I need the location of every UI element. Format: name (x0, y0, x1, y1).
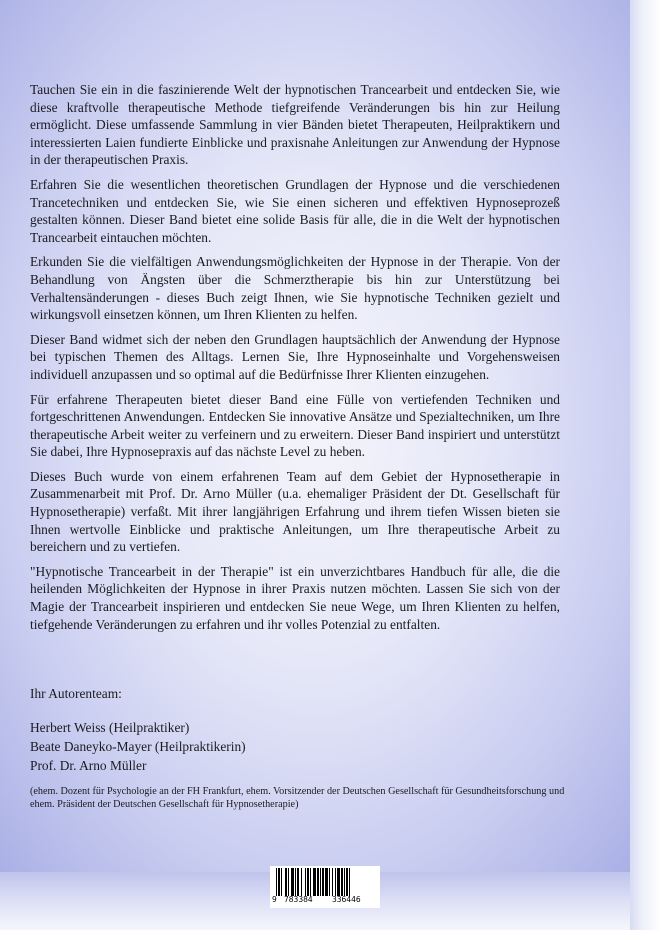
barcode-bar (291, 868, 294, 896)
barcode-bar (301, 868, 302, 896)
barcode-bar (335, 868, 336, 896)
paragraph: Erfahren Sie die wesentlichen theoretischen Grundlagen der Hypnose und die verschiedenen Trancetechniken und entdecken Sie, wie Sie einen sicheren und effektiven Hypnoseprozeß gestalten können. Dieser Band bietet eine solide Basis für alle, die in die Welt der hypnotischen Trancearbeit eintauchen möchten. (30, 176, 560, 245)
barcode-bar (276, 868, 277, 896)
barcode-bar (307, 868, 309, 896)
author-note: (ehem. Dozent für Psychologie an der FH Frankfurt, ehem. Vorsitzender der Deutschen Gesellschaft für Gesundheitsforschung und ehem. Präsident der Deutschen Gesellschaft für Hypnosetherapie) (30, 786, 565, 811)
paragraph: Tauchen Sie ein in die faszinierende Welt der hypnotischen Trancearbeit und entdecken Sie, wie diese kraftvolle therapeutische Methode tiefgreifende Veränderungen bis hin zur Heilung ermöglicht. Diese umfassende Sammlung in vier Bänden bietet Therapeuten, Heilpraktikern und interessierten Laien fundierte Einblicke und praxisnahe Anleitungen zur Anwendung der Hypnose in der therapeutischen Praxis. (30, 82, 560, 168)
barcode-bar (310, 868, 311, 896)
isbn-barcode (270, 866, 380, 908)
author-list (30, 718, 246, 775)
barcode-bars (276, 868, 374, 896)
blurb-text (30, 81, 560, 640)
barcode-bar (329, 868, 330, 896)
paragraph: Erkunden Sie die vielfältigen Anwendungsmöglichkeiten der Hypnose in der Therapie. Von der Behandlung von Ängsten über die Schmerztherapie bis hin zur Unterstützung bei Verhaltensänderungen - dieses Buch zeigt Ihnen, wie Sie hypnotische Techniken gezielt und wirkungsvoll einsetzen können, um Ihren Klienten zu helfen. (30, 254, 560, 323)
barcode-bar (295, 868, 296, 896)
barcode-bar (320, 868, 321, 896)
paragraph: Dieser Band widmet sich der neben den Grundlagen hauptsächlich der Anwendung der Hypnose bei typischen Themen des Alltags. Lernen Sie, Ihre Hypnoseinhalte und Vorgehensweisen individuell anzupassen und so optimal auf die Bedürfnisse Ihrer Klienten einzugehen. (30, 331, 560, 382)
barcode-bar (344, 868, 345, 896)
page-edge-right (630, 0, 661, 930)
paragraph: Dieses Buch wurde von einem erfahrenen Team auf dem Gebiet der Hypnosetherapie in Zusammenarbeit mit Prof. Dr. Arno Müller (u.a. ehemaliger Präsident der Dt. Gesellschaft für Hypnosetherapie) verfaßt. Mit ihrer langjährigen Erfahrung und ihrem tiefen Wissen bieten sie Ihnen wertvolle Einblicke und praktische Anleitungen, um Ihre therapeutische Arbeit zu bereichern und zu vertiefen. (30, 468, 560, 555)
barcode-bar (341, 868, 343, 896)
barcode-group-1: 783384 (284, 895, 313, 904)
paragraph: Für erfahrene Therapeuten bietet dieser Band eine Fülle von vertiefenden Techniken und fortgeschrittenen Anwendungen. Entdecken Sie innovative Ansätze und Spezialtechniken, um Ihre therapeutische Arbeit weiter zu verfeinern und zu erweitern. Dieser Band inspiriert und unterstützt Sie dabei, Ihre Hypnosepraxis auf das nächste Level zu heben. (30, 391, 560, 460)
barcode-bar (322, 868, 324, 896)
barcode-group-2: 336446 (332, 895, 361, 904)
barcode-bar (305, 868, 306, 896)
barcode-bar (285, 868, 287, 896)
barcode-bar (325, 868, 328, 896)
barcode-bar (317, 868, 319, 896)
barcode-bar (346, 868, 348, 896)
paragraph: "Hypnotische Trancearbeit in der Therapie" ist ein unverzichtbares Handbuch für alle, die die heilenden Möglichkeiten der Hypnose in ihrer Praxis nutzen möchten. Lassen Sie sich von der Magie der Trancearbeit inspirieren und entdecken Sie neue Wege, um Ihren Klienten zu helfen, tiefgehende Veränderungen zu erfahren und ihr volles Potenzial zu entfalten. (30, 563, 560, 632)
barcode-bar (278, 868, 280, 896)
barcode-bar (332, 868, 333, 896)
author-name: Beate Daneyko-Mayer (Heilpraktikerin) (30, 739, 246, 754)
barcode-bar (288, 868, 289, 896)
author-name: Prof. Dr. Arno Müller (30, 758, 147, 773)
barcode-bar (281, 868, 282, 896)
author-team-heading: Ihr Autorenteam: (30, 686, 122, 701)
barcode-bar (313, 868, 316, 896)
barcode-bar (349, 868, 350, 896)
barcode-bar (337, 868, 340, 896)
author-name: Herbert Weiss (Heilpraktiker) (30, 720, 190, 735)
barcode-bar (297, 868, 299, 896)
barcode-lead-digit: 9 (272, 895, 277, 904)
